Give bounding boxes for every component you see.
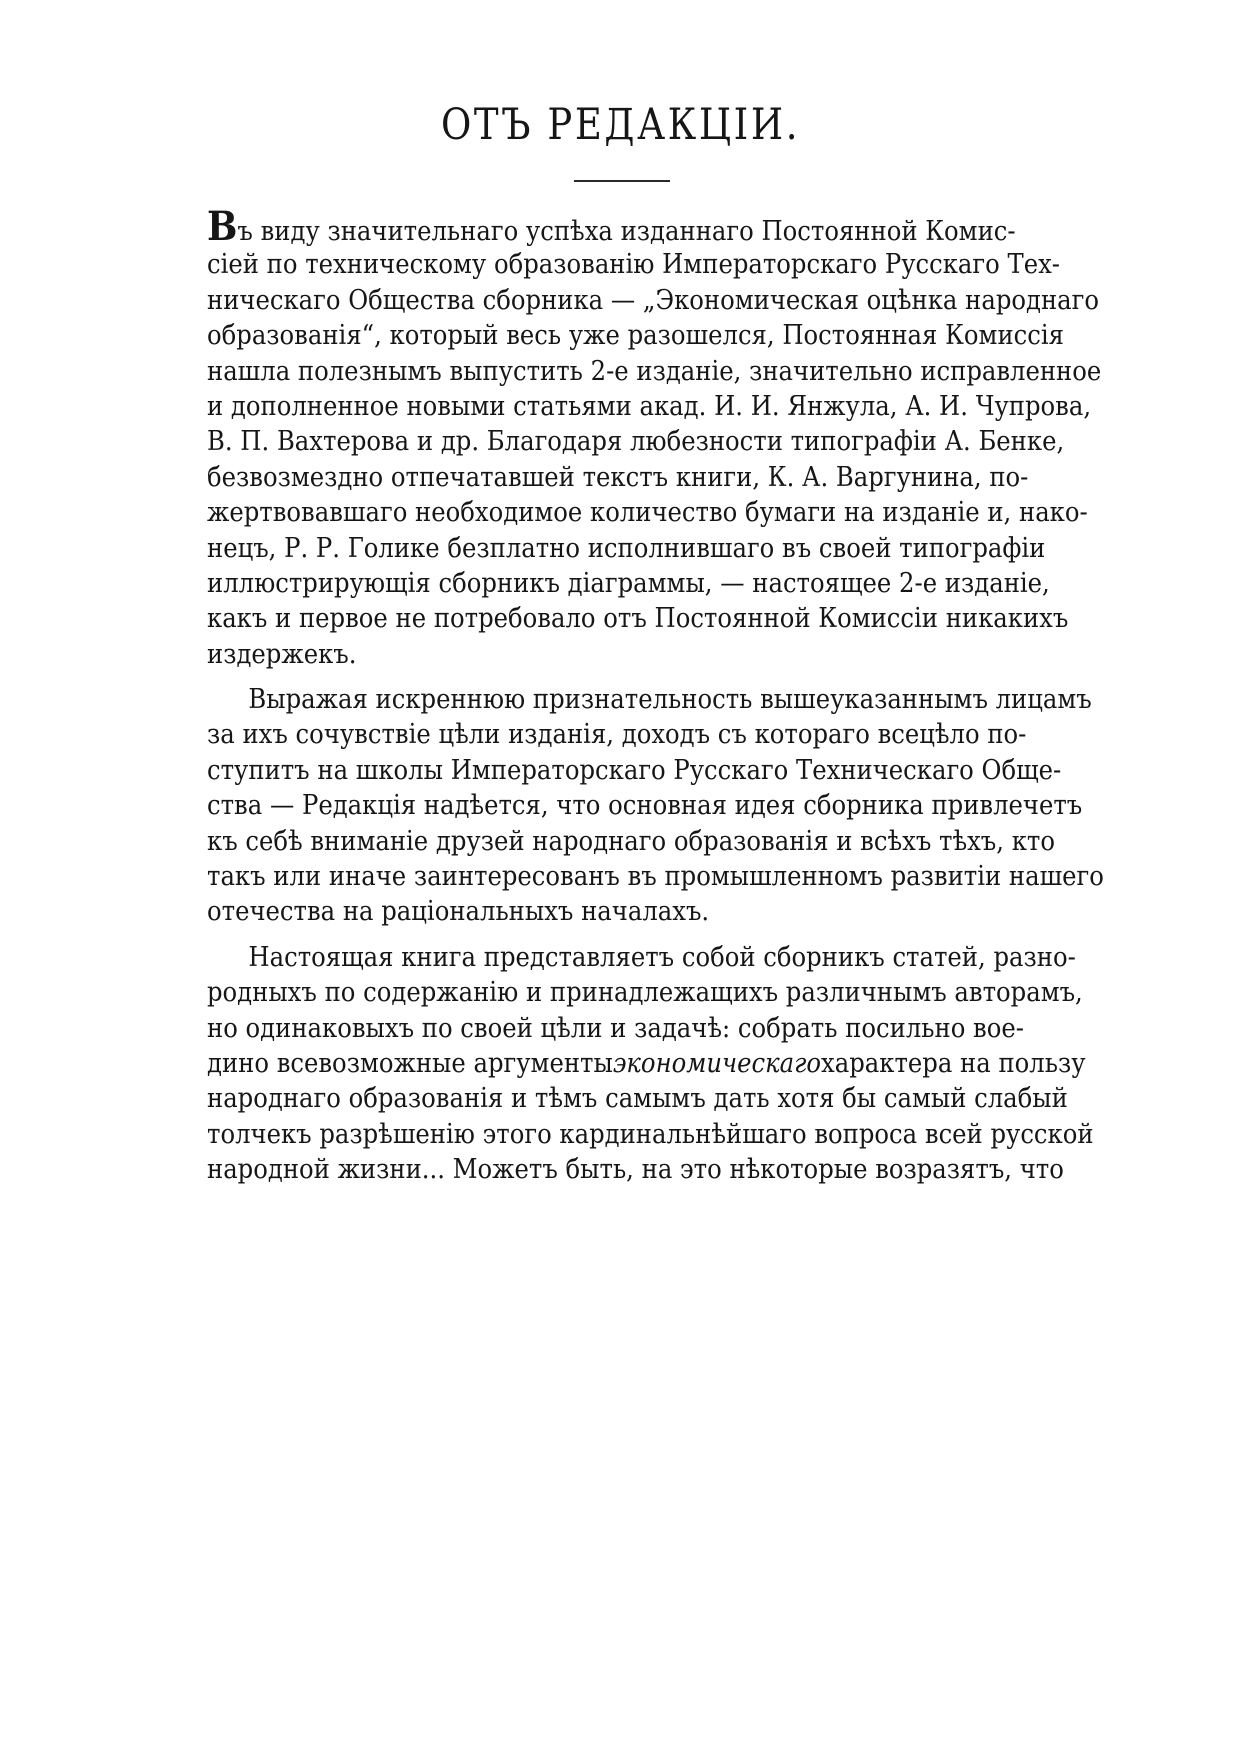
- text-line: дино всевозможные аргументы экономическаго характера на пользу: [207, 1046, 1043, 1081]
- title-divider: [574, 180, 670, 182]
- text-line: ства — Редакція надѣется, что основная идея сборника привлечетъ: [207, 790, 1083, 822]
- text-line: издержекъ.: [207, 638, 357, 670]
- drop-cap: В: [207, 203, 238, 250]
- text-line: такъ или иначе заинтересованъ въ промышленномъ развитіи нашего: [207, 861, 1104, 893]
- paragraph-3: [207, 940, 1094, 1188]
- text-line: нашла полезнымъ выпустить 2-е изданіе, значительно исправленное: [207, 355, 1102, 387]
- page-title: ОТЪ РЕДАКЦІИ.: [440, 100, 801, 150]
- text-line: за ихъ сочувствіе цѣли изданія, доходъ съ котораго всецѣло по-: [207, 719, 1027, 751]
- paragraph-2: [207, 682, 1104, 930]
- text-line: толчекъ разрѣшенію этого кардинальнѣйшаго вопроса всей русской: [207, 1118, 1094, 1150]
- text-line: Выражая искреннюю признательность вышеуказаннымъ лицамъ: [248, 684, 1092, 716]
- italic-word: экономическаго: [612, 1047, 822, 1079]
- text-line: но одинаковыхъ по своей цѣли и задачѣ: собрать посильно вое-: [207, 1012, 1024, 1044]
- text-line: отечества на раціональныхъ началахъ.: [207, 896, 710, 928]
- text-line: народнаго образованія и тѣмъ самымъ дать хотя бы самый слабый: [207, 1083, 1068, 1115]
- paragraph-1: [207, 203, 1102, 672]
- text-line: Въ виду значительнаго успѣха изданнаго Постоянной Комис-: [207, 203, 1016, 250]
- text-line: народной жизни... Можетъ быть, на это нѣкоторые возразятъ, что: [207, 1154, 1064, 1186]
- text-line: родныхъ по содержанію и принадлежащихъ различнымъ авторамъ,: [207, 977, 1083, 1009]
- text-line: ническаго Общества сборника — „Экономическая оцѣнка народнаго: [207, 284, 1100, 316]
- body-text: [207, 203, 1104, 1188]
- text-line: нецъ, Р. Р. Голике безплатно исполнившаго въ своей типографіи: [207, 532, 1046, 564]
- text-line: къ себѣ вниманіе друзей народнаго образованія и всѣхъ тѣхъ, кто: [207, 825, 1055, 857]
- text-line: и дополненное новыми статьями акад. И. И. Янжула, А. И. Чупрова,: [207, 390, 1092, 422]
- text-line: иллюстрирующія сборникъ діаграммы, — настоящее 2-е изданіе,: [207, 567, 1050, 599]
- text-line: Настоящая книга представляетъ собой сборникъ статей, разно-: [248, 941, 1076, 973]
- text-line: сіей по техническому образованію Императорскаго Русскаго Тех-: [207, 249, 1061, 281]
- text-line: В. П. Вахтерова и др. Благодаря любезности типографіи А. Бенке,: [207, 426, 1065, 458]
- text-line: образованія“, который весь уже разошелся, Постоянная Комиссія: [207, 320, 1064, 352]
- text-line: безвозмездно отпечатавшей текстъ книги, К. А. Варгунина, по-: [207, 461, 1029, 493]
- text-line: ступитъ на школы Императорскаго Русскаго Техническаго Обще-: [207, 754, 1062, 786]
- text-line: какъ и первое не потребовало отъ Постоянной Комиссіи никакихъ: [207, 603, 1069, 635]
- text-line: жертвовавшаго необходимое количество бумаги на изданіе и, нако-: [207, 497, 1088, 529]
